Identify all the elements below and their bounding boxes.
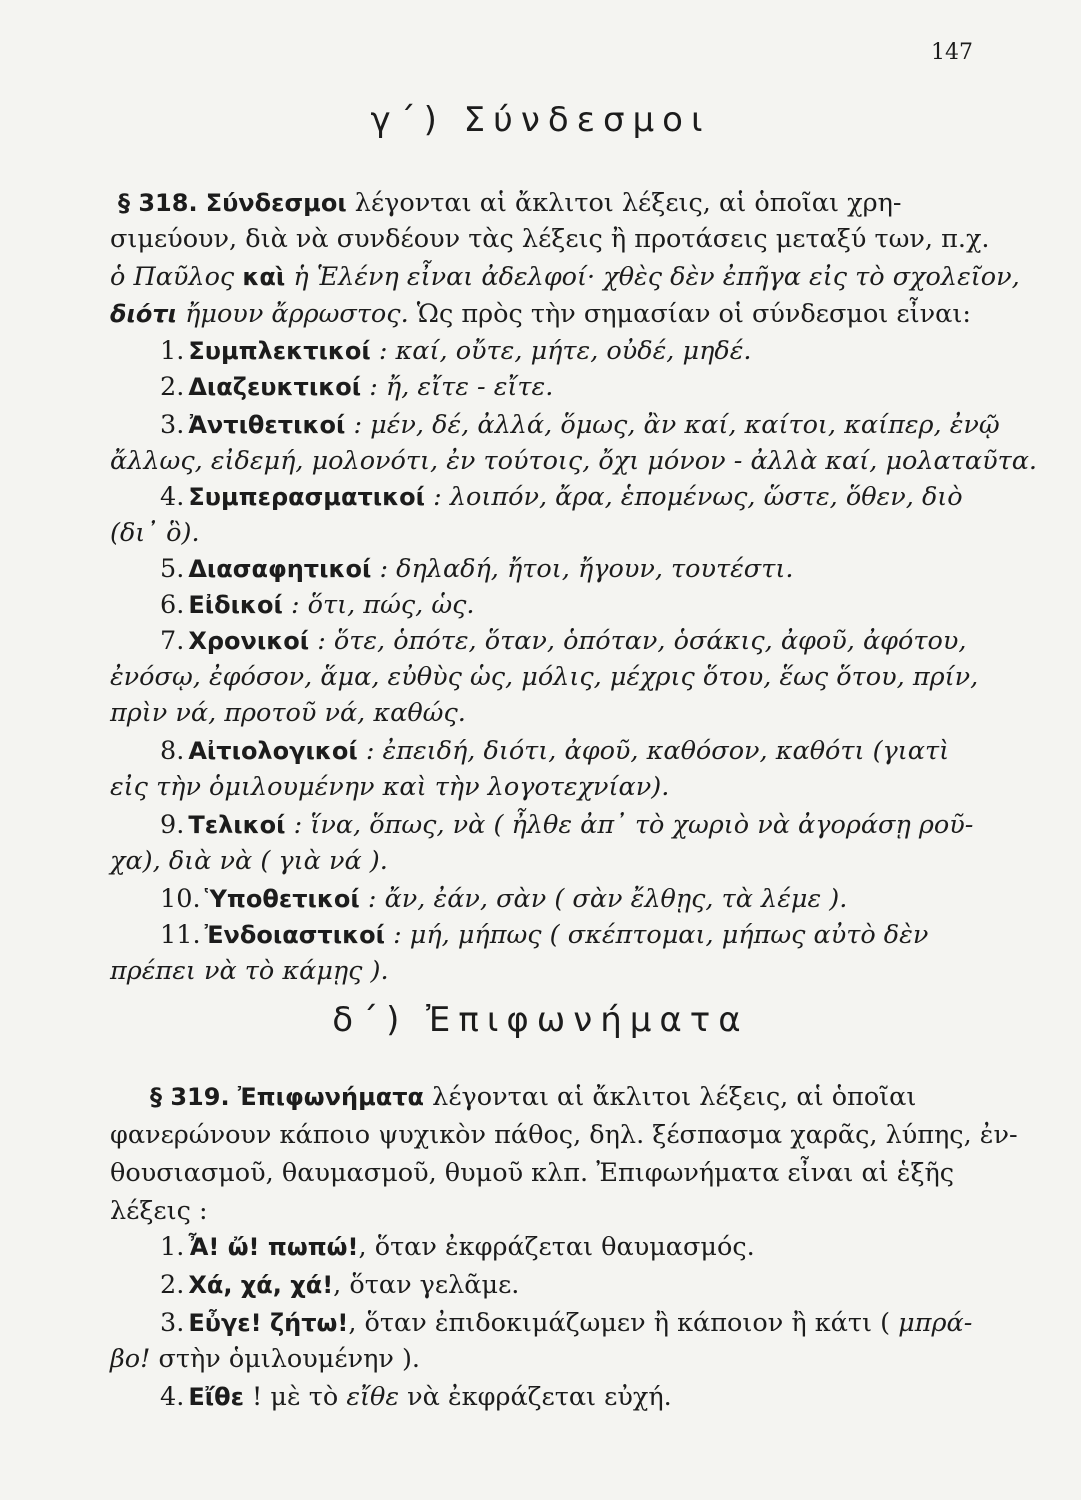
item-number: 1. (160, 336, 185, 366)
paragraph-319-line-4: λέξεις : (110, 1196, 208, 1226)
item-text: : καί, οὔτε, μήτε, οὐδέ, μηδέ. (378, 336, 752, 366)
list-item (160, 588, 970, 622)
list-item (160, 334, 970, 368)
item-term: Χά, χά, χά! (188, 1271, 334, 1299)
item-text: στὴν ὁμιλουμένην ). (158, 1344, 421, 1374)
paragraph-number: § 318. (118, 189, 198, 217)
list-item-continuation: πρέπει νὰ τὸ κάμῃς ). (110, 956, 389, 986)
item-number: 10. (160, 884, 201, 914)
item-number: 9. (160, 810, 185, 840)
example: χθὲς δὲν ἐπῆγα εἰς τὸ σχολεῖον, (603, 262, 1020, 292)
list-item (160, 1306, 973, 1340)
text: λέγονται αἱ ἄκλιτοι λέξεις, αἱ ὁποῖαι (432, 1082, 917, 1112)
list-item (160, 408, 1000, 442)
item-number: 1. (160, 1232, 185, 1262)
item-text: ! μὲ τὸ (252, 1382, 339, 1412)
text: Ὡς πρὸς τὴν σημασίαν οἱ σύνδεσμοι εἶναι: (416, 299, 971, 329)
paragraph-318-line-1 (118, 186, 978, 220)
list-item (160, 552, 970, 586)
list-item (160, 882, 970, 916)
paragraph-319-line-2: φανερώνουν κάποιο ψυχικὸν πάθος, δηλ. ξέσπασμα χαρᾶς, λύπης, ἐν- (110, 1120, 1018, 1150)
paragraph-318-line-2 (110, 222, 990, 256)
item-number: 2. (160, 1270, 185, 1300)
term: Ἐπιφωνήματα (237, 1083, 425, 1111)
item-number: 5. (160, 554, 185, 584)
example-keyword: καὶ (242, 263, 286, 291)
item-text: : ἵνα, ὅπως, νὰ ( ἦλθε ἀπ᾽ τὸ χωριὸ νὰ ἀγοράσῃ ροῦ- (293, 810, 974, 840)
item-number: 2. (160, 372, 185, 402)
item-text: : ὅτι, πώς, ὡς. (290, 590, 475, 620)
section-heading-interjections: δ΄) Ἐπιφωνήματα (332, 1000, 749, 1040)
list-item-continuation: χα), διὰ νὰ ( γιὰ νά ). (110, 846, 388, 876)
list-item-continuation: ἐνόσῳ, ἐφόσον, ἅμα, εὐθὺς ὡς, μόλις, μέχρις ὅτου, ἕως ὅτου, πρίν, (110, 662, 979, 692)
item-number: 6. (160, 590, 185, 620)
item-text: , ὅταν γελᾶμε. (333, 1270, 520, 1300)
example: ἤμουν ἄρρωστος. (185, 299, 409, 329)
item-number: 3. (160, 410, 185, 440)
paragraph-318-line-3 (110, 260, 1020, 294)
item-text: : μή, μήπως ( σκέπτομαι, μήπως αὐτὸ δὲν (393, 920, 929, 950)
item-number: 4. (160, 1382, 185, 1412)
item-term: Συμπερασματικοί (188, 483, 426, 511)
item-term: Εἴθε (188, 1383, 244, 1411)
list-item-continuation: ἄλλως, εἰδεμή, μολονότι, ἐν τούτοις, ὄχι μόνον - ἀλλὰ καί, μολαταῦτα. (110, 446, 1038, 476)
item-text: βο! (110, 1344, 151, 1374)
list-item (160, 918, 970, 952)
item-term: Ὑποθετικοί (204, 885, 360, 913)
item-term: Αἰτιολογικοί (188, 737, 358, 765)
item-number: 7. (160, 626, 185, 656)
list-item (160, 808, 974, 842)
list-item (160, 624, 970, 658)
item-number: 11. (160, 920, 201, 950)
item-text: : ἄν, ἐάν, σὰν ( σὰν ἔλθῃς, τὰ λέμε ). (367, 884, 848, 914)
paragraph-319-line-1 (150, 1080, 970, 1114)
example-keyword: διότι (110, 300, 177, 328)
item-term: Τελικοί (188, 811, 286, 839)
paragraph-318-line-4 (110, 297, 970, 331)
item-term: Εὖγε! ζήτω! (188, 1309, 349, 1337)
item-text: νὰ ἐκφράζεται εὐχή. (407, 1382, 672, 1412)
item-text: : ἐπειδή, διότι, ἀφοῦ, καθόσον, καθότι (γιατὶ (365, 736, 950, 766)
list-item (160, 370, 970, 404)
item-term: Διαζευκτικοί (188, 373, 362, 401)
list-item (160, 1230, 970, 1264)
item-term: Εἰδικοί (188, 591, 283, 619)
example: ὁ Παῦλος (110, 262, 235, 292)
list-item (160, 480, 970, 514)
item-text: : μέν, δέ, ἀλλά, ὅμως, ἂν καί, καίτοι, καίπερ, ἐνῷ (353, 410, 1000, 440)
page-number: 147 (931, 40, 973, 65)
item-term: Ἆ! ὤ! πωπώ! (188, 1233, 359, 1261)
item-number: 3. (160, 1308, 185, 1338)
item-term: Διασαφητικοί (188, 555, 372, 583)
item-text: : ὅτε, ὁπότε, ὅταν, ὁπόταν, ὁσάκις, ἀφοῦ, ἀφότου, (317, 626, 967, 656)
item-text: : ἤ, εἴτε - εἴτε. (369, 372, 554, 402)
item-number: 4. (160, 482, 185, 512)
list-item (160, 1268, 970, 1302)
list-item-continuation: (δι᾽ ὃ). (110, 518, 200, 548)
list-item-continuation: εἰς τὴν ὁμιλουμένην καὶ τὴν λογοτεχνίαν). (110, 772, 670, 802)
list-item-continuation: πρὶν νά, προτοῦ νά, καθώς. (110, 698, 466, 728)
item-text: , ὅταν ἐπιδοκιμάζωμεν ἢ κάποιον ἢ κάτι ( (348, 1308, 891, 1338)
item-term: Ἐνδοιαστικοί (204, 921, 385, 949)
item-term: Συμπλεκτικοί (188, 337, 371, 365)
item-text: : λοιπόν, ἄρα, ἑπομένως, ὥστε, ὅθεν, διὸ (433, 482, 963, 512)
item-text: : δηλαδή, ἤτοι, ἤγουν, τουτέστι. (379, 554, 794, 584)
item-term: Χρονικοί (188, 627, 310, 655)
list-item-continuation (110, 1342, 970, 1376)
list-item (160, 734, 970, 768)
section-heading-conjunctions: γ΄) Σύνδεσμοι (370, 100, 711, 140)
item-text: μπρά- (898, 1308, 973, 1338)
example: ἡ Ἑλένη εἶναι ἀδελφοί· (293, 262, 596, 292)
text: σιμεύουν, διὰ νὰ συνδέουν τὰς λέξεις ἢ προτάσεις μεταξύ των, π.χ. (110, 224, 990, 254)
item-text: , ὅταν ἐκφράζεται θαυμασμός. (358, 1232, 755, 1262)
paragraph-number: § 319. (150, 1083, 230, 1111)
item-number: 8. (160, 736, 185, 766)
term: Σύνδεσμοι (205, 189, 347, 217)
item-term: Ἀντιθετικοί (188, 411, 346, 439)
paragraph-319-line-3: θουσιασμοῦ, θαυμασμοῦ, θυμοῦ κλπ. Ἐπιφωνήματα εἶναι αἱ ἑξῆς (110, 1158, 955, 1188)
text: λέγονται αἱ ἄκλιτοι λέξεις, αἱ ὁποῖαι χρη- (354, 188, 902, 218)
list-item (160, 1380, 970, 1414)
item-text: εἴθε (346, 1382, 400, 1412)
